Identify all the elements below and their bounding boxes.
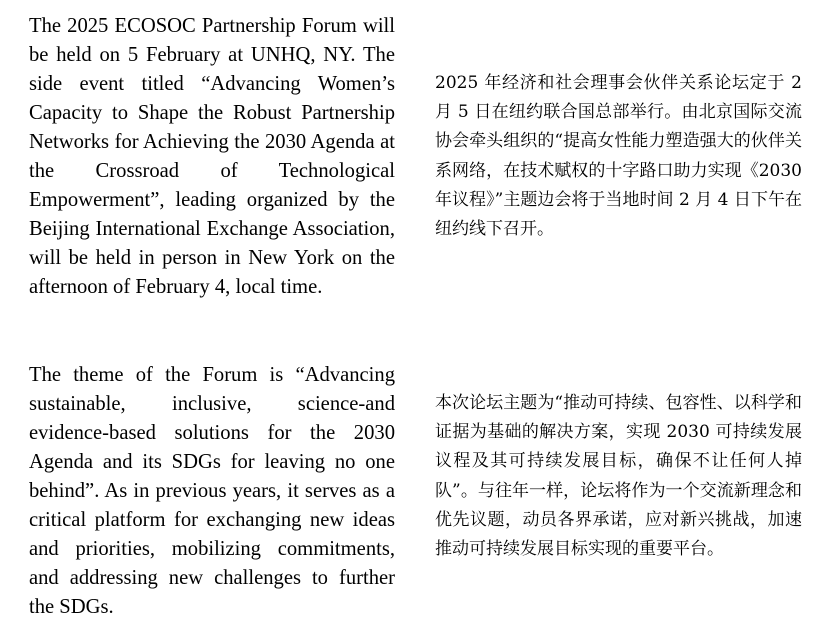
english-paragraph-1: The 2025 ECOSOC Partnership Forum will be held on 5 February at UNHQ, NY. The side event titled “Advancing Women’s Capacity to Shape the Robust Partnership Networks for Achieving the 2030 Agenda at the Crossroad of Technological Empowerment”, leading organized by the Beijing International Exchange Association, will be held in person in New York on the afternoon of February 4, local time. bbox=[29, 15, 395, 299]
chinese-paragraph-1: 2025 年经济和社会理事会伙伴关系论坛定于 2 月 5 日在纽约联合国总部举行。由北京国际交流协会牵头组织的“提高女性能力塑造强大的伙伴关系网络，在技术赋权的十字路口助力实现《2030 年议程》”主题边会将于当地时间 2 月 4 日下午在纽约线下召开。 bbox=[435, 73, 802, 240]
chinese-paragraph-2: 本次论坛主题为“推动可持续、包容性、以科学和证据为基础的解决方案，实现 2030 可持续发展议程及其可持续发展目标，确保不让任何人掉队”。与往年一样，论坛将作为一个交流新理念和优先议题，动员各界承诺，应对新兴挑战，加速推动可持续发展目标实现的重要平台。 bbox=[435, 393, 802, 560]
english-paragraph-2: The theme of the Forum is “Advancing sustainable, inclusive, science-and evidence-based solutions for the 2030 Agenda and its SDGs for leaving no one behind”. As in previous years, it serves as a critical platform for exchanging new ideas and priorities, mobilizing commitments, and addressing new challenges to further the SDGs. bbox=[29, 364, 395, 619]
